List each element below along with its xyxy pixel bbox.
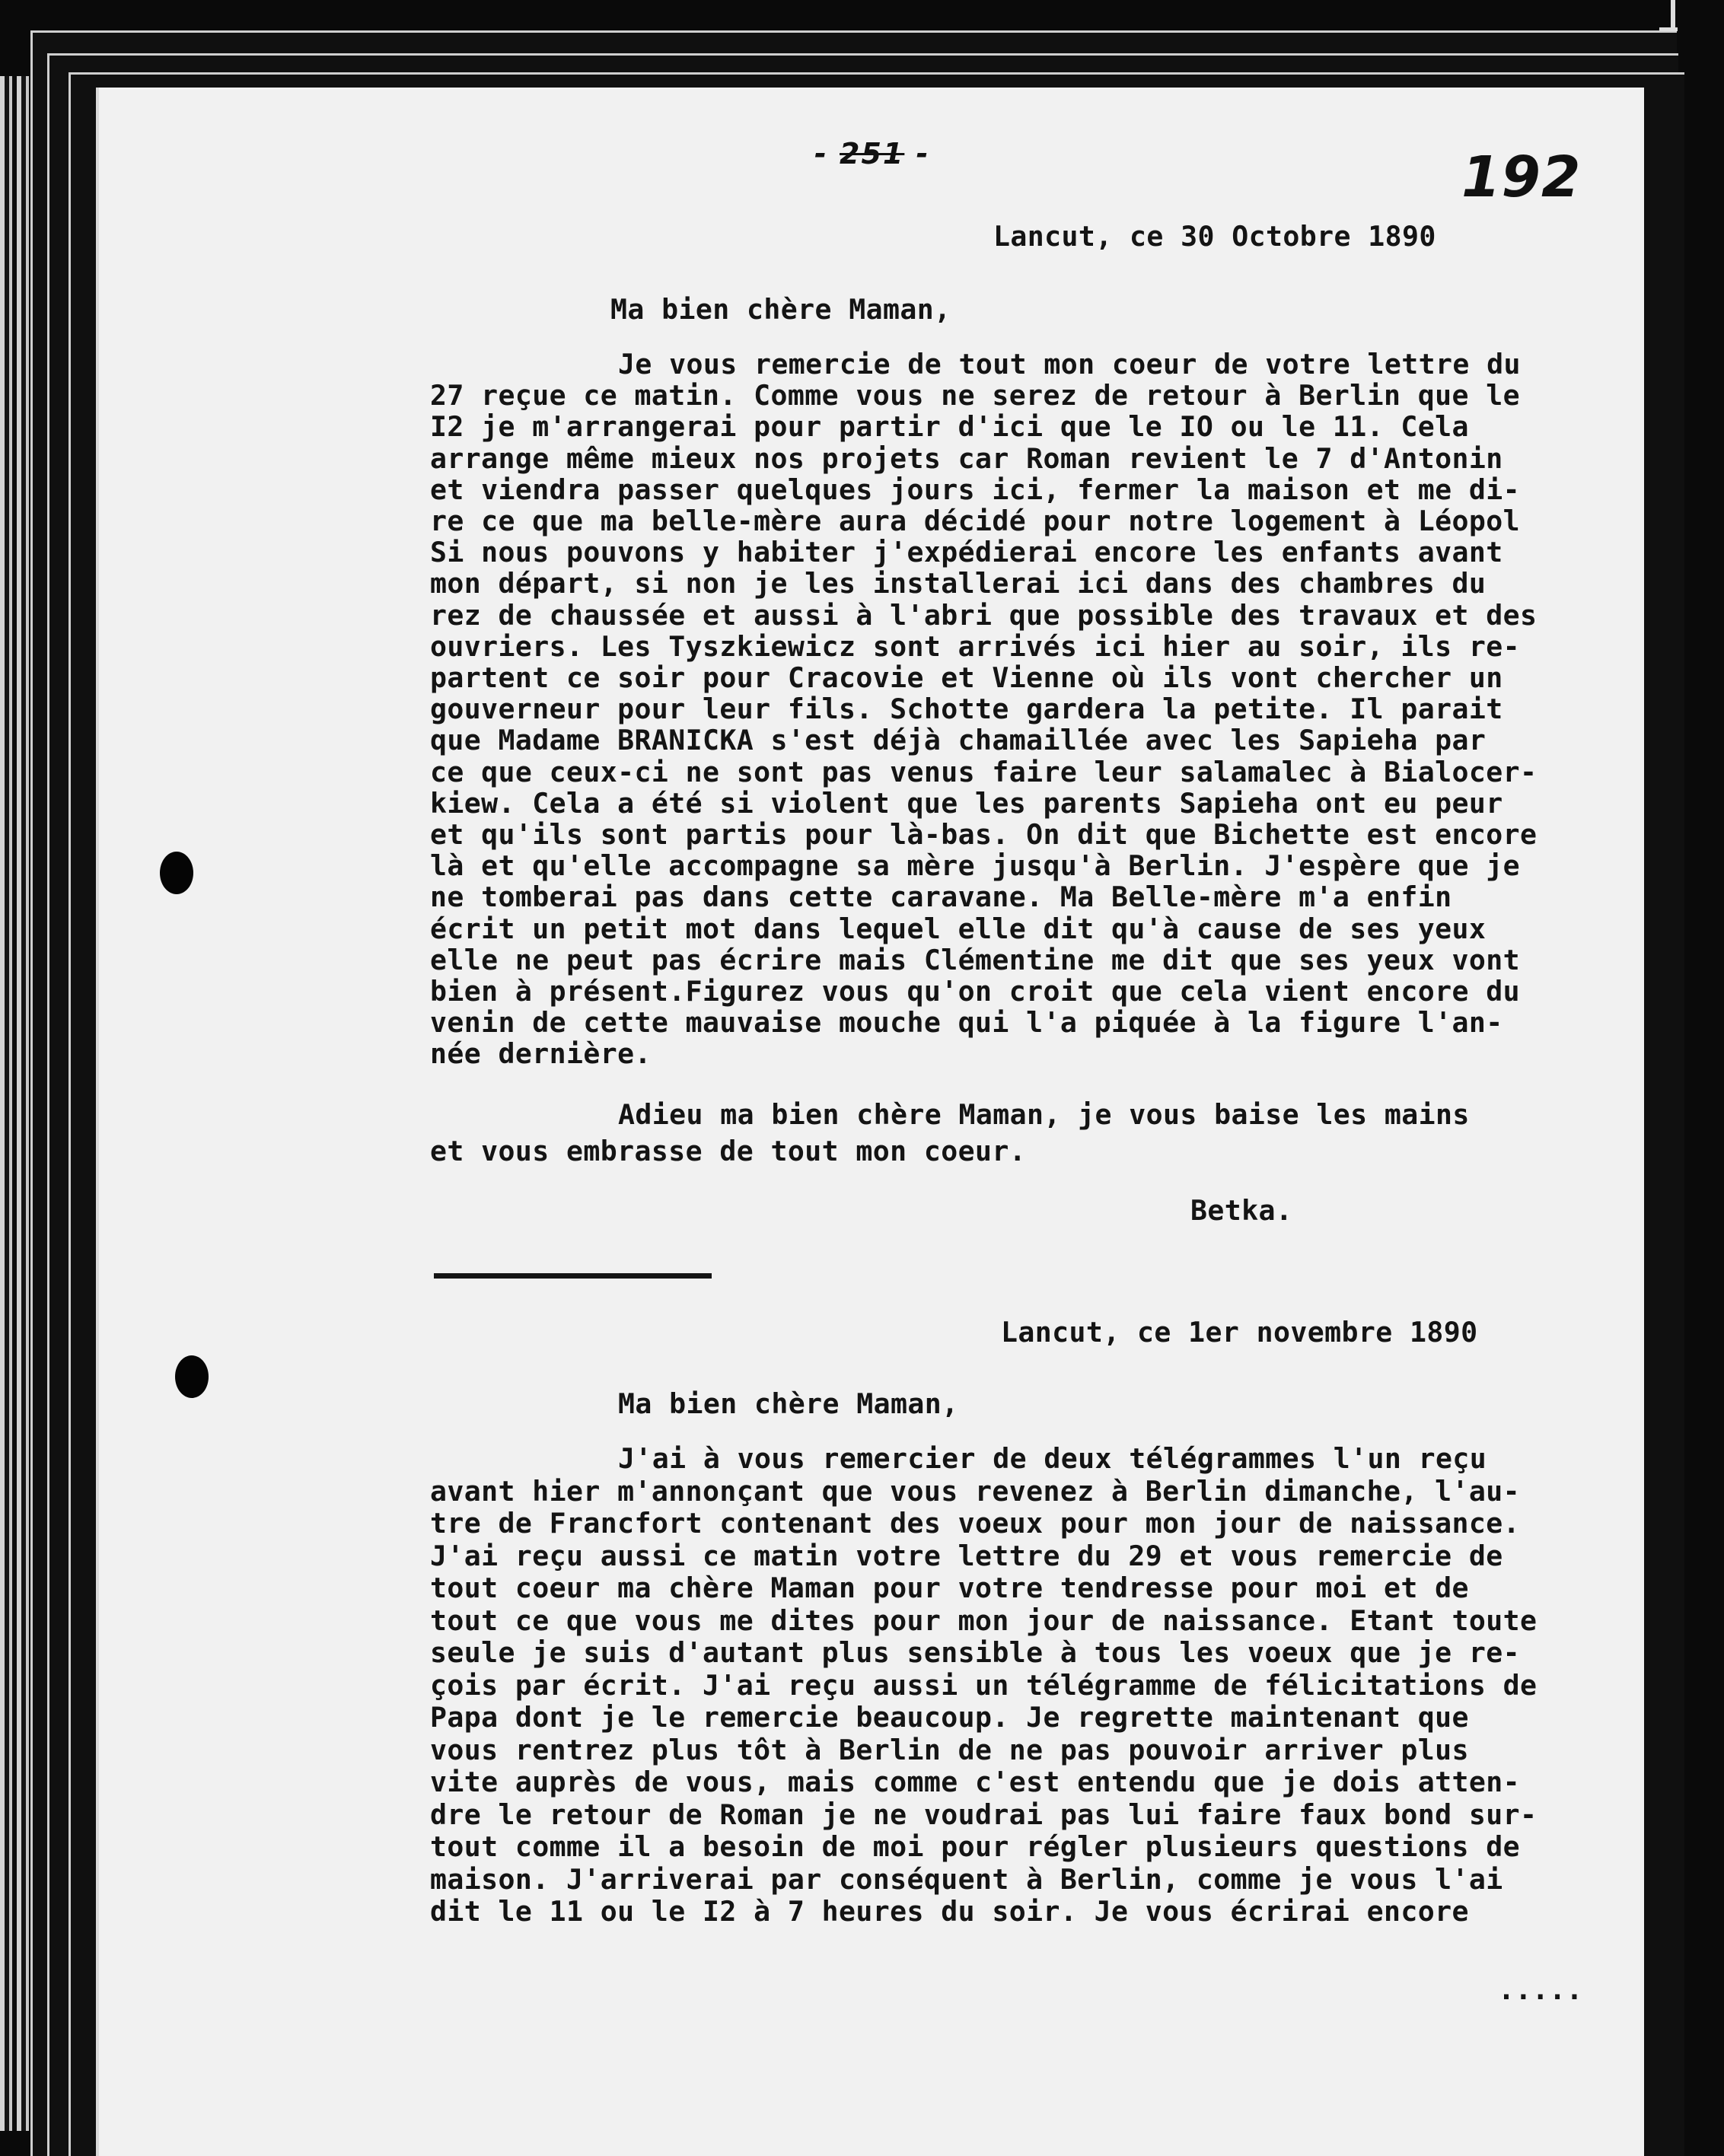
letter2-body-line: tout coeur ma chère Maman pour votre tendresse pour moi et de [430,1572,1469,1604]
punch-hole [160,852,193,894]
letter2-body-line: vous rentrez plus tôt à Berlin de ne pas pouvoir arriver plus [430,1733,1469,1766]
letter1-body-line: arrange même mieux nos projets car Roman revient le 7 d'Antonin [430,441,1503,475]
letter1-body-line: ouvriers. Les Tyszkiewicz sont arrivés ici hier au soir, ils re- [430,629,1520,663]
letter1-body-line: bien à présent.Figurez vous qu'on croit que cela vient encore du [430,975,1520,1008]
letter2-body-line: dre le retour de Roman je ne voudrai pas lui faire faux bond sur- [430,1798,1538,1831]
punch-hole [175,1355,209,1398]
letter2-body-line: çois par écrit. J'ai reçu aussi un télégramme de félicitations de [430,1668,1538,1702]
letter1-body-line: ce que ceux-ci ne sont pas venus faire leur salamalec à Bialocer- [430,755,1538,788]
letter2-body-line: seule je suis d'autant plus sensible à tous les voeux que je re- [430,1636,1520,1669]
folio-number: - 251 - [814,137,930,170]
letter1-body-line: que Madame BRANICKA s'est déjà chamaillée avec les Sapieha par [430,724,1487,757]
archive-number: 192 [1461,145,1582,210]
letter2-body-line: tre de Francfort contenant des voeux pour mon jour de naissance. [430,1507,1520,1540]
letter1-body-line: partent ce soir pour Cracovie et Vienne où ils vont chercher un [430,661,1503,694]
letter2-body-line: maison. J'arriverai par conséquent à Berlin, comme je vous l'ai [430,1862,1503,1896]
letter2-body-line: tout comme il a besoin de moi pour régler plusieurs questions de [430,1830,1520,1863]
letter1-closing-line: Adieu ma bien chère Maman, je vous baise les mains [618,1098,1470,1131]
letter1-body-line: mon départ, si non je les installerai ici dans des chambres du [430,567,1487,600]
scan-corner-mark [1659,27,1678,31]
letter2-body-line: dit le 11 ou le I2 à 7 heures du soir. Je vous écrirai encore [430,1895,1469,1928]
letter1-body-line: écrit un petit mot dans lequel elle dit qu'à cause de ses yeux [430,912,1487,945]
letter2-body-line: Papa dont je le remercie beaucoup. Je regrette maintenant que [430,1701,1469,1734]
letter1-body-line: Je vous remercie de tout mon coeur de votre lettre du [618,348,1521,381]
letter1-body-line: ne tomberai pas dans cette caravane. Ma Belle-mère m'a enfin [430,881,1452,914]
letter2-place-date: Lancut, ce 1er novembre 1890 [1001,1316,1478,1349]
letter1-body-line: gouverneur pour leur fils. Schotte gardera la petite. Il parait [430,693,1503,726]
letter1-body-line: 27 reçue ce matin. Comme vous ne serez de retour à Berlin que le [430,379,1520,412]
letter1-body-line: rez de chaussée et aussi à l'abri que possible des travaux et des [430,598,1538,632]
letter1-body-line: Si nous pouvons y habiter j'expédierai encore les enfants avant [430,536,1503,569]
letter1-body-line: née dernière. [430,1037,652,1071]
letter2-body-line: avant hier m'annonçant que vous revenez à Berlin dimanche, l'au- [430,1474,1520,1508]
letter2-salutation: Ma bien chère Maman, [618,1387,959,1420]
letter2-body-line: J'ai à vous remercier de deux télégrammes l'un reçu [618,1442,1487,1475]
letter2-body-line: J'ai reçu aussi ce matin votre lettre du 29 et vous remercie de [430,1539,1503,1572]
letter1-place-date: Lancut, ce 30 Octobre 1890 [993,220,1436,253]
letter1-body-line: I2 je m'arrangerai pour partir d'ici que le IO ou le 11. Cela [430,410,1469,444]
letter1-closing-line: et vous embrasse de tout mon coeur. [430,1135,1027,1167]
letter1-body-line: là et qu'elle accompagne sa mère jusqu'à Berlin. J'espère que je [430,849,1520,883]
letter-separator [434,1273,712,1279]
letter1-body-line: elle ne peut pas écrire mais Clémentine me dit que ses yeux vont [430,943,1520,976]
continuation-dots: ..... [1498,1973,1583,2006]
letter-page [99,88,1644,2156]
folio-value: 251 [840,137,905,170]
letter1-body-line: et viendra passer quelques jours ici, fermer la maison et me di- [430,473,1520,506]
letter1-body-line: venin de cette mauvaise mouche qui l'a piquée à la figure l'an- [430,1006,1503,1040]
letter1-body-line: re ce que ma belle-mère aura décidé pour notre logement à Léopol [430,505,1520,537]
letter2-body-line: tout ce que vous me dites pour mon jour de naissance. Etant toute [430,1603,1538,1637]
letter1-signature: Betka. [1190,1194,1293,1227]
letter2-body-line: vite auprès de vous, mais comme c'est entendu que je dois atten- [430,1766,1520,1798]
letter1-body-line: kiew. Cela a été si violent que les parents Sapieha ont eu peur [430,786,1503,820]
scan-corner-mark [1671,0,1675,30]
letter1-salutation: Ma bien chère Maman, [610,293,951,326]
letter1-body-line: et qu'ils sont partis pour là-bas. On dit que Bichette est encore [430,818,1538,851]
